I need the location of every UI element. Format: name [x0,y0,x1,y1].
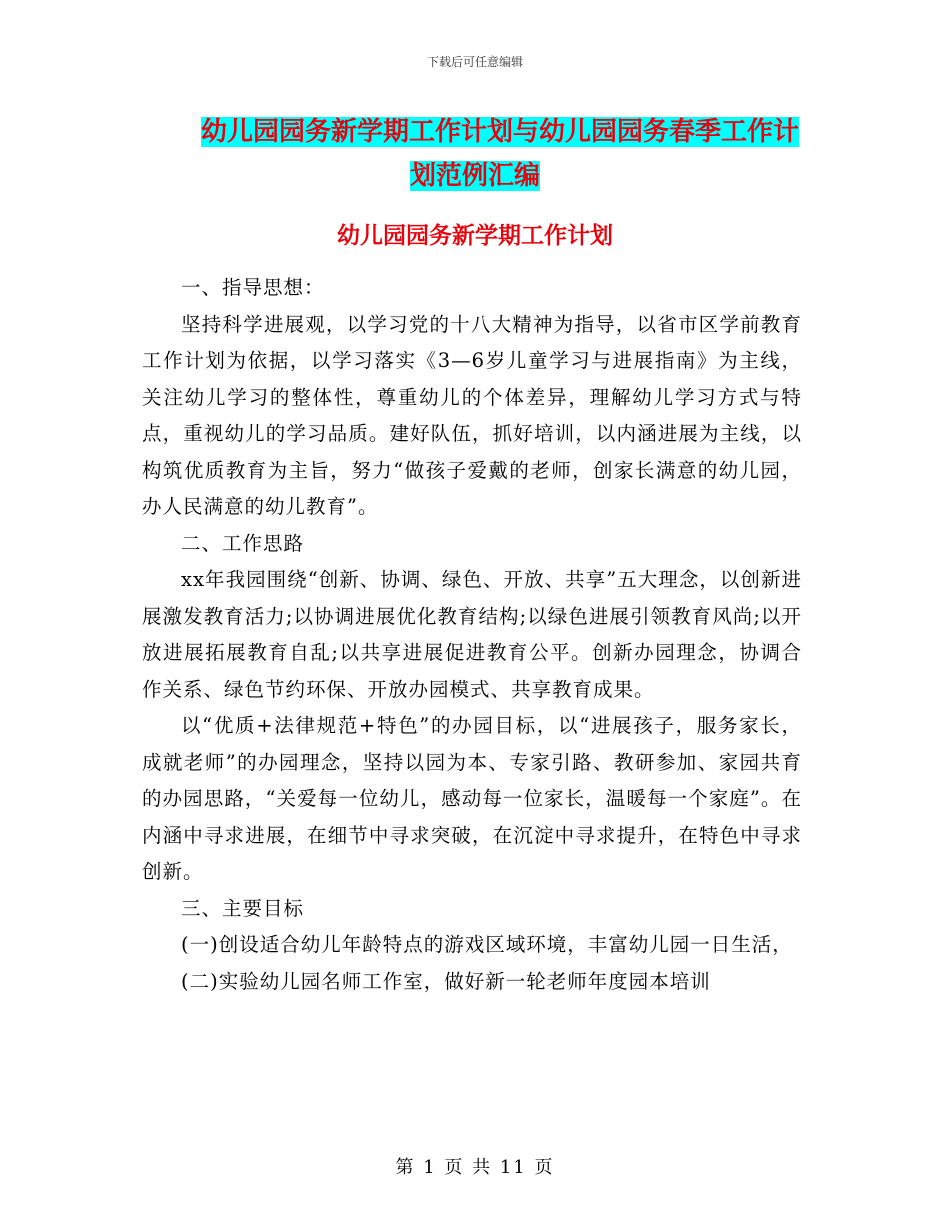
list-item-goal-2: (二)实验幼儿园名师工作室，做好新一轮老师年度园本培训 [181,969,711,993]
document-title-text-1: 幼儿园园务新学期工作计划与幼儿园园务春季工作计 [200,117,799,147]
document-title-line-1 [25,110,950,154]
paragraph-five-concepts: xx年我园围绕“创新、协调、绿色、开放、共享”五大理念，以创新进展激发教育活力;以协调进展优化教育结构;以绿色进展引领教育风尚;以开放进展拓展教育自乱;以共享进展促进教育公平。创新办园理念，协调合作关系、绿色节约环保、开放办园模式、共享教育成果。 [142,568,802,701]
paragraph-school-goals: 以“优质+法律规范+特色”的办园目标，以“进展孩子，服务家长，成就老师”的办园理念，坚持以园为本、专家引路、教研参加、家园共育的办园思路，“关爱每一位幼儿，感动每一位家长，温暖每一个家庭”。在内涵中寻求进展，在细节中寻求突破，在沉淀中寻求提升，在特色中寻求创新。 [142,714,802,883]
document-body [142,270,802,1000]
section-title: 幼儿园园务新学期工作计划 [337,223,613,249]
paragraph-guiding-thought: 坚持科学进展观，以学习党的十八大精神为指导，以省市区学前教育工作计划为依据，以学习落实《3—6岁儿童学习与进展指南》为主线，关注幼儿学习的整体性，尊重幼儿的个体差异，理解幼儿学习方式与特点，重视幼儿的学习品质。建好队伍，抓好培训，以内涵进展为主线，以构筑优质教育为主旨，努力“做孩子爱戴的老师，创家长满意的幼儿园，办人民满意的幼儿教育”。 [142,312,802,518]
heading-guiding-thought: 一、指导思想： [181,276,325,299]
heading-main-goals: 三、主要目标 [181,896,305,920]
header-note: 下载后可任意编辑 [426,55,523,69]
list-item-goal-1: (一)创设适合幼儿年龄特点的游戏区域环境，丰富幼儿园一日生活， [181,933,793,956]
page-number-footer: 第 1 页 共 11 页 [395,1157,555,1178]
heading-work-approach: 二、工作思路 [181,531,305,555]
document-title-text-2: 划范例汇编 [409,161,540,191]
document-title-line-2 [0,154,950,198]
